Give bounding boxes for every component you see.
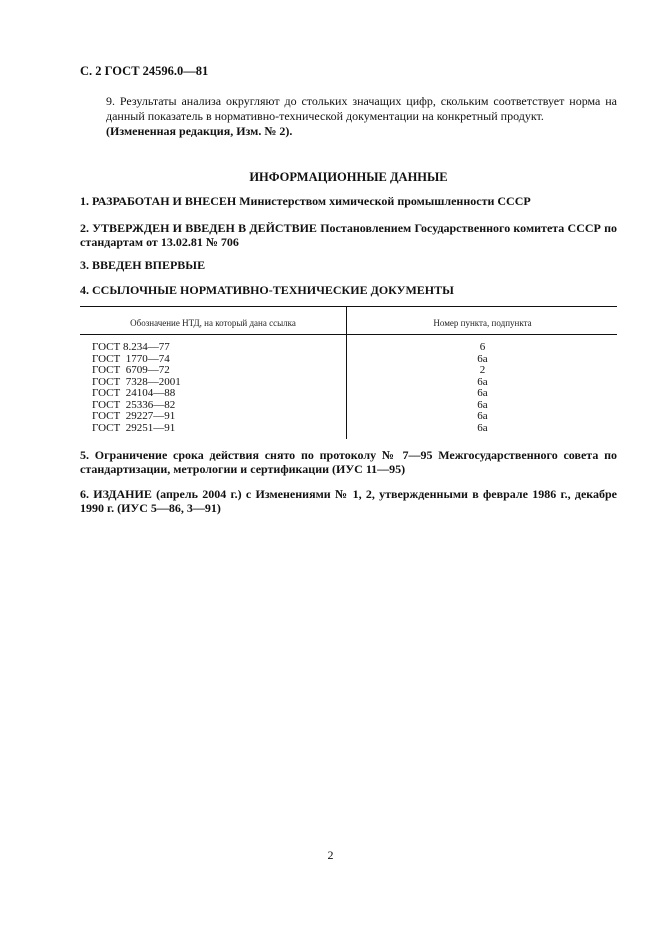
table-cell-clause: 6а: [477, 352, 488, 365]
item-lead: УТВЕРЖДЕН И ВВЕДЕН В ДЕЙСТВИЕ: [92, 221, 317, 235]
table-cell-clause: 6а: [477, 398, 488, 411]
item-text: Министерством химической промышленности СССР: [239, 194, 531, 208]
table-column-clauses: [348, 342, 617, 434]
info-item-2: [80, 221, 617, 249]
table-cell-clause: 6а: [477, 410, 488, 422]
table-cell-document: ГОСТ 25336—82: [92, 398, 176, 411]
table-header-clause: Номер пункта, подпункта: [433, 318, 532, 328]
table-cell-document: ГОСТ 8.234—77: [92, 341, 170, 353]
item-text: Ограничение срока действия снято по протоколу № 7—95 Межгосударственного совета по стандартизации, метрологии и сертификации (ИУС 11—95): [80, 448, 618, 476]
info-item-5: [80, 448, 617, 476]
item-text: Постановлением Государственного комитета СССР по стандартам от 13.02.81 № 706: [80, 221, 618, 249]
item-lead: ИЗДАНИЕ: [93, 487, 152, 501]
clause-9-edition-note: (Измененная редакция, Изм. № 2).: [106, 124, 293, 138]
info-data-title: ИНФОРМАЦИОННЫЕ ДАННЫЕ: [249, 170, 448, 184]
page-number: 2: [327, 848, 334, 862]
info-item-4: [80, 283, 617, 297]
item-number: 5.: [80, 448, 89, 462]
item-number: 2.: [80, 221, 89, 235]
table-cell-clause: 2: [479, 364, 486, 376]
table-cell-document: ГОСТ 29251—91: [92, 421, 176, 434]
table-header-document: Обозначение НТД, на который дана ссылка: [130, 318, 296, 328]
item-number: 1.: [80, 194, 89, 208]
table-cell-clause: 6а: [477, 421, 488, 434]
info-item-6: [80, 487, 617, 515]
item-number: 4.: [80, 283, 89, 297]
table-cell-document: ГОСТ 24104—88: [92, 387, 176, 399]
table-cell-document: ГОСТ 7328—2001: [92, 375, 181, 388]
info-item-3: [80, 258, 617, 272]
info-item-1: [80, 194, 617, 208]
table-top-rule: [80, 306, 617, 307]
table-cell-clause: 6: [479, 341, 486, 353]
item-lead: ССЫЛОЧНЫЕ НОРМАТИВНО-ТЕХНИЧЕСКИЕ ДОКУМЕНТЫ: [92, 283, 454, 297]
table-cell-document: ГОСТ 6709—72: [92, 364, 170, 376]
clause-9-text: 9. Результаты анализа округляют до стольких значащих цифр, скольким соответствует норма на данный показатель в нормативно-технической документации на конкретный продукт.: [106, 94, 617, 123]
item-number: 3.: [80, 258, 89, 272]
table-cell-document: ГОСТ 29227—91: [92, 410, 176, 422]
item-number: 6.: [80, 487, 89, 501]
table-cell-clause: 6а: [477, 375, 488, 388]
item-text: (апрель 2004 г.) с Изменениями № 1, 2, утвержденными в феврале 1986 г., декабре 1990 г. (ИУС 5—86, 3—91): [80, 487, 618, 515]
table-header-rule: [80, 334, 617, 335]
item-lead: РАЗРАБОТАН И ВНЕСЕН: [92, 194, 237, 208]
table-cell-document: ГОСТ 1770—74: [92, 352, 170, 365]
table-column-documents: [92, 342, 332, 434]
table-cell-clause: 6а: [477, 387, 488, 399]
item-lead: ВВЕДЕН ВПЕРВЫЕ: [92, 258, 206, 272]
page-header: С. 2 ГОСТ 24596.0—81: [80, 64, 209, 78]
table-column-divider: [346, 306, 347, 439]
clause-9: [80, 94, 617, 139]
references-table: [80, 306, 617, 439]
